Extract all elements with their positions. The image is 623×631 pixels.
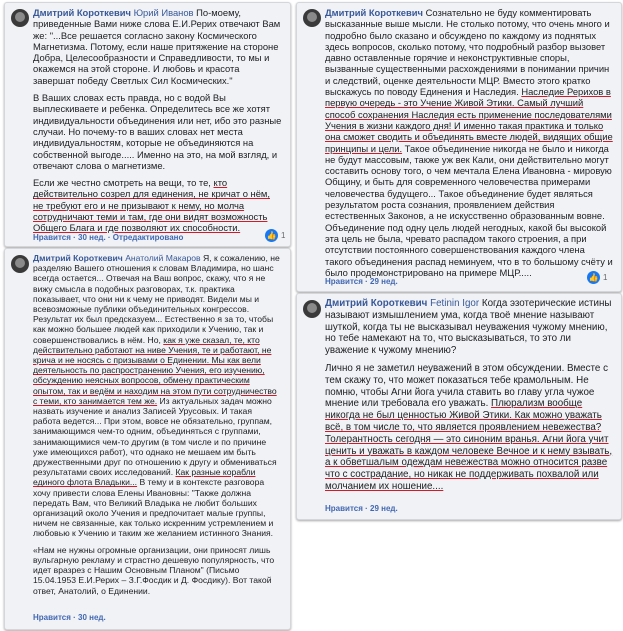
comment-meta — [33, 613, 106, 622]
underlined-text: кто действительно созрел для единения, не кричат о нём, не требуют его и не призывают к нему, но молча сотрудничают теми и там, где они видят возможность Общего Блага и где позволяют их способности. — [33, 177, 270, 234]
comment-author[interactable]: Дмитрий Короткевич — [325, 7, 423, 18]
comment-body — [325, 298, 613, 499]
comment-text: Такое объединение никогда не было и никогда не будут массовым, также уж век Кали, они действительно могут составить основу того, о чем мечтала Елена Ивановна - мировую Общину, и быть для современного человечества примерами человечества будущего... Такое объединение будет являться результатом роста сознания, проявлением действия естественных Законов, а не искусственно образованным вовне. Объединение под одну цель людей негодных, какой бы высокой эта цель не была, чревато распадом такого строения, а при отсутствии постоянного совершенствования каждого члена такого объединения распад неминуем, что в то большому счёту и было продемонстрировано на примере МЦР..... — [325, 142, 613, 278]
comment-text: По-моему, приведенные Вами ниже слова Е.И.Рерих отвечают Вам же: "...Все решается согласно закону Космического Магнетизма. Потому, если наше притяжение на стороне Добра, Целесообразности и Справедливости, то мы и окажемся на этой стороне. И любовь и красота завершат победу Светлых Сил Космических." — [33, 7, 281, 86]
underlined-text: как я уже сказал, те, кто действительно работают на ниве Учения, те и работают, не крича и не носясь с призывами о Единении. Мы как вели деятельность по распространению Учения, его изучению, обсуждению неясных вопросов, обмену практическим опытом, так и ведём и находим на этом пути сотрудничество с теми, кто занимается тем же. — [33, 334, 277, 406]
underlined-text: Наследие Рерихов в первую очередь - это Учение Живой Этики. Самый лучший способ сохранения Наследия есть применение последователями Учения в жизни каждого дня! И именно такая практика и только она сможет сводить и объединять вместе людей, видящих общие принципы и цели. — [325, 86, 613, 154]
comment-author[interactable]: Дмитрий Короткевич — [33, 7, 131, 18]
comment-card-1 — [4, 2, 291, 247]
comment-meta — [325, 504, 398, 513]
like-link[interactable]: Нравится · 30 нед. · Отредактировано — [33, 233, 184, 242]
comment-text: «Нам не нужны огромные организации, они приносят лишь вульгарную рекламу и страстно дешевую популярность, что идет вразрез с Нашим Основным Планом" (Письмо 15.04.1953 Е.И.Рерих – З.Г.Фосдик и Д. Фосдику). Вот такой ответ, Анатолий, о Единении. — [33, 544, 275, 596]
underlined-text: Плюрализм вообще никогда не был ценностью Живой Этики. Как можно уважать всё, в том числе то, что является проявлением невежества? Толерантность сегодня — это синоним вранья. Агни йога учит ценить и уважать в каждом человеке Вечное и к нему взывать, а к обветшалым одеждам невежества можно относится разве что с сострадание, но никак не поддерживать похвалой или молчанием их ношение.... — [325, 398, 613, 492]
mention-link[interactable]: Юрий Иванов — [133, 7, 194, 18]
comment-text: Лично я не заметил неуважений в этом обсуждении. Вместе с тем скажу то, что может показаться тебе крамольным. Не помню, чтобы Агни йога учила ставить во главу угла чужое мнение или требовала его уважать. — [325, 362, 608, 410]
comment-body — [33, 253, 282, 602]
comment-text: Сознательно не буду комментировать высказанные выше мысли. Не столько потому, что очень много и подробно было сказано и обсуждено по каждому из поднятых здесь вопросов, сколько потому, что подробный разбор вызовет давно оставленные горячие и неконструктивные споры, вызванные существенными расхождениями в понимании причин и следствий, оценке деятельности МЦР. Вместо этого кратко выскажусь по поводу Единения и Наследия. — [325, 7, 610, 98]
reaction-count: 1 — [603, 273, 608, 282]
comment-text: Я, к сожалению, не разделяю Вашего отношения к словам Владимира, но шанс всегда остается... Отвечая на Ваш вопрос, скажу, что я не вижу смысла в подобных разговорах, т.к. практика показывает, что они ни к чему не приводят. Видели мы и всевозможные публики объединительных конгрессов. Результат их был предсказуем... Естественно я за то, чтобы как можно большее людей как приходили к Учению, так и совершенствовались в нём. Но, — [33, 253, 280, 345]
comment-author[interactable]: Дмитрий Короткевич — [325, 298, 428, 309]
like-reaction-icon[interactable]: 👍 — [266, 231, 277, 240]
comment-text: Если же честно смотреть на вещи, то те, — [33, 177, 214, 189]
comment-meta — [33, 233, 183, 242]
like-link[interactable]: Нравится · 29 нед. — [325, 504, 398, 513]
comment-text: В Ваших словах есть правда, но с водой Вы выплескиваете и ребенка. Определитесь все же хотят индивидуальности объединения или нет, ибо это разные случаи. Но почему-то в ваших словах нет места индивидуальностям, которые не объединяются на собственной выгоде..... Именно на это, на мой взгляд, и отвечают слова о магнетизме. — [33, 92, 282, 171]
like-link[interactable]: Нравится · 29 нед. — [325, 277, 398, 286]
avatar[interactable] — [303, 9, 321, 27]
comment-body — [325, 7, 613, 284]
avatar[interactable] — [11, 255, 29, 273]
comment-body — [33, 7, 282, 240]
like-link[interactable]: Нравится · 30 нед. — [33, 613, 106, 622]
underlined-text: Как разные корабли единого флота Владыки... — [33, 467, 256, 488]
reaction-count: 1 — [281, 231, 286, 240]
comment-card-3 — [4, 248, 291, 630]
comment-card-2 — [296, 2, 622, 292]
comment-text: Из актуальных задач можно назвать изучение и анализ Записей Урусовых. И такая работа ведется... При этом, вовсе не обязательно, группам, занимающимся чем-то одним, объединяться с группами, занимающимися чем-то другим (в том числе и по причине уже имеющихся работ), что однако не мешаем им быть дружественными друг по отношению к другу и обмениваться результатами своих исследований. — [33, 395, 277, 478]
avatar[interactable] — [11, 9, 29, 27]
like-reaction-icon[interactable]: 👍 — [588, 273, 599, 282]
avatar[interactable] — [303, 300, 321, 318]
mention-link[interactable]: Анатолий Макаров — [125, 253, 201, 263]
comment-text: Когда эзотерические истины называют измышлением ума, когда твоё мнение называют шуткой, когда ты не высказывал неуважения чужому мнению, но тебе намекают на то, что высказываться, то это ли уважение к чужому мнению? — [325, 298, 612, 357]
comment-author[interactable]: Дмитрий Короткевич — [33, 253, 123, 263]
comment-text: В тему и в контексте разговора хочу привести слова Елены Ивановны: "Также должна передать Вам, что Великий Владыка не любит больших организаций около Учения и предпочитает малые группы, ничем не связанные, как только искренним устремлением и любовью к Учению и таким же желанием истинного Знания. — [33, 477, 274, 539]
comment-card-4 — [296, 293, 622, 520]
mention-link[interactable]: Fetinin Igor — [430, 298, 480, 309]
comment-meta — [325, 277, 398, 286]
